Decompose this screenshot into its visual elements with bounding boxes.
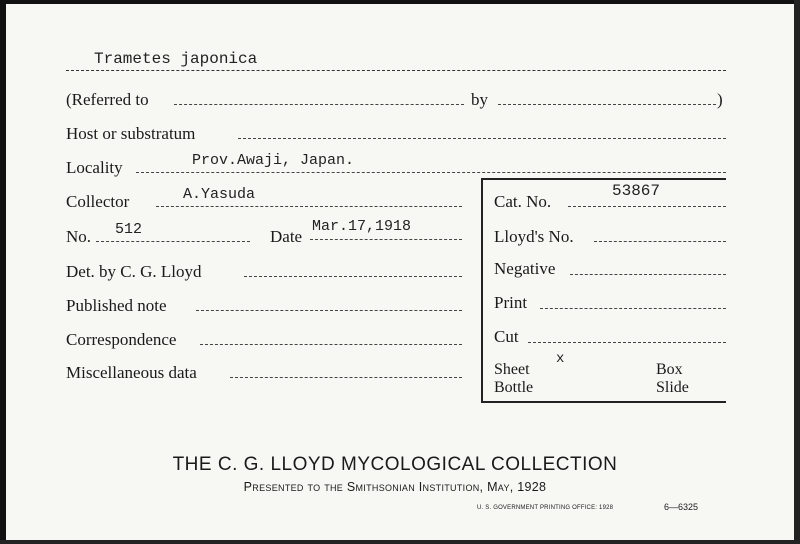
lloyds-no-line (594, 241, 726, 242)
slide-label: Slide (656, 379, 689, 396)
locality-line (136, 172, 726, 173)
species-name: Trametes japonica (94, 50, 258, 68)
host-line (238, 138, 726, 139)
sheet-mark: x (556, 351, 565, 367)
box-top-border (481, 178, 726, 180)
collection-title: THE C. G. LLOYD MYCOLOGICAL COLLECTION (172, 454, 618, 475)
by-line (498, 104, 716, 105)
cut-line (528, 342, 726, 343)
by-label: by (471, 90, 488, 109)
collector-value: A.Yasuda (183, 186, 256, 203)
cat-no-line (568, 206, 726, 207)
print-label: Print (494, 293, 528, 312)
cut-label: Cut (494, 327, 519, 346)
misc-data-label: Miscellaneous data (66, 363, 197, 382)
sheet-label: Sheet (494, 361, 530, 378)
published-note-line (196, 310, 462, 311)
scan-edge-bottom (0, 540, 800, 544)
cat-no-value: 53867 (612, 182, 661, 200)
box-label: Box (656, 361, 683, 378)
bottle-label: Bottle (494, 379, 534, 396)
locality-label: Locality (66, 158, 123, 177)
published-note-label: Published note (66, 296, 167, 315)
negative-label: Negative (494, 259, 556, 278)
correspondence-label: Correspondence (66, 330, 177, 349)
date-label: Date (270, 227, 303, 246)
referred-to-line (174, 104, 464, 105)
form-code: 6—6325 (664, 502, 699, 512)
det-by-label: Det. by C. G. Lloyd (66, 262, 202, 281)
collector-label: Collector (66, 192, 130, 211)
host-label: Host or substratum (66, 124, 196, 143)
misc-data-line (230, 377, 462, 378)
negative-line (570, 274, 726, 275)
species-line (66, 70, 726, 71)
cat-no-label: Cat. No. (494, 192, 552, 211)
collection-subtitle: Presented to the Smithsonian Institution, May, 1928 (243, 480, 547, 494)
correspondence-line (200, 344, 462, 345)
no-label: No. (66, 227, 92, 246)
no-line (96, 241, 250, 242)
no-value: 512 (115, 221, 143, 238)
collector-line (156, 206, 462, 207)
box-bottom-border (481, 401, 726, 403)
referred-to-label: (Referred to (66, 90, 149, 109)
scan-edge-right (794, 0, 800, 544)
det-by-line (244, 276, 462, 277)
locality-value: Prov.Awaji, Japan. (192, 152, 355, 169)
scan-edge-top (0, 0, 800, 4)
close-paren: ) (717, 90, 723, 109)
printing-office-note: U. S. GOVERNMENT PRINTING OFFICE: 1928 (477, 505, 614, 511)
date-value: Mar.17,1918 (312, 218, 412, 235)
date-line (310, 239, 462, 240)
box-left-border (481, 178, 483, 402)
print-line (540, 308, 726, 309)
lloyds-no-label: Lloyd's No. (494, 227, 574, 246)
